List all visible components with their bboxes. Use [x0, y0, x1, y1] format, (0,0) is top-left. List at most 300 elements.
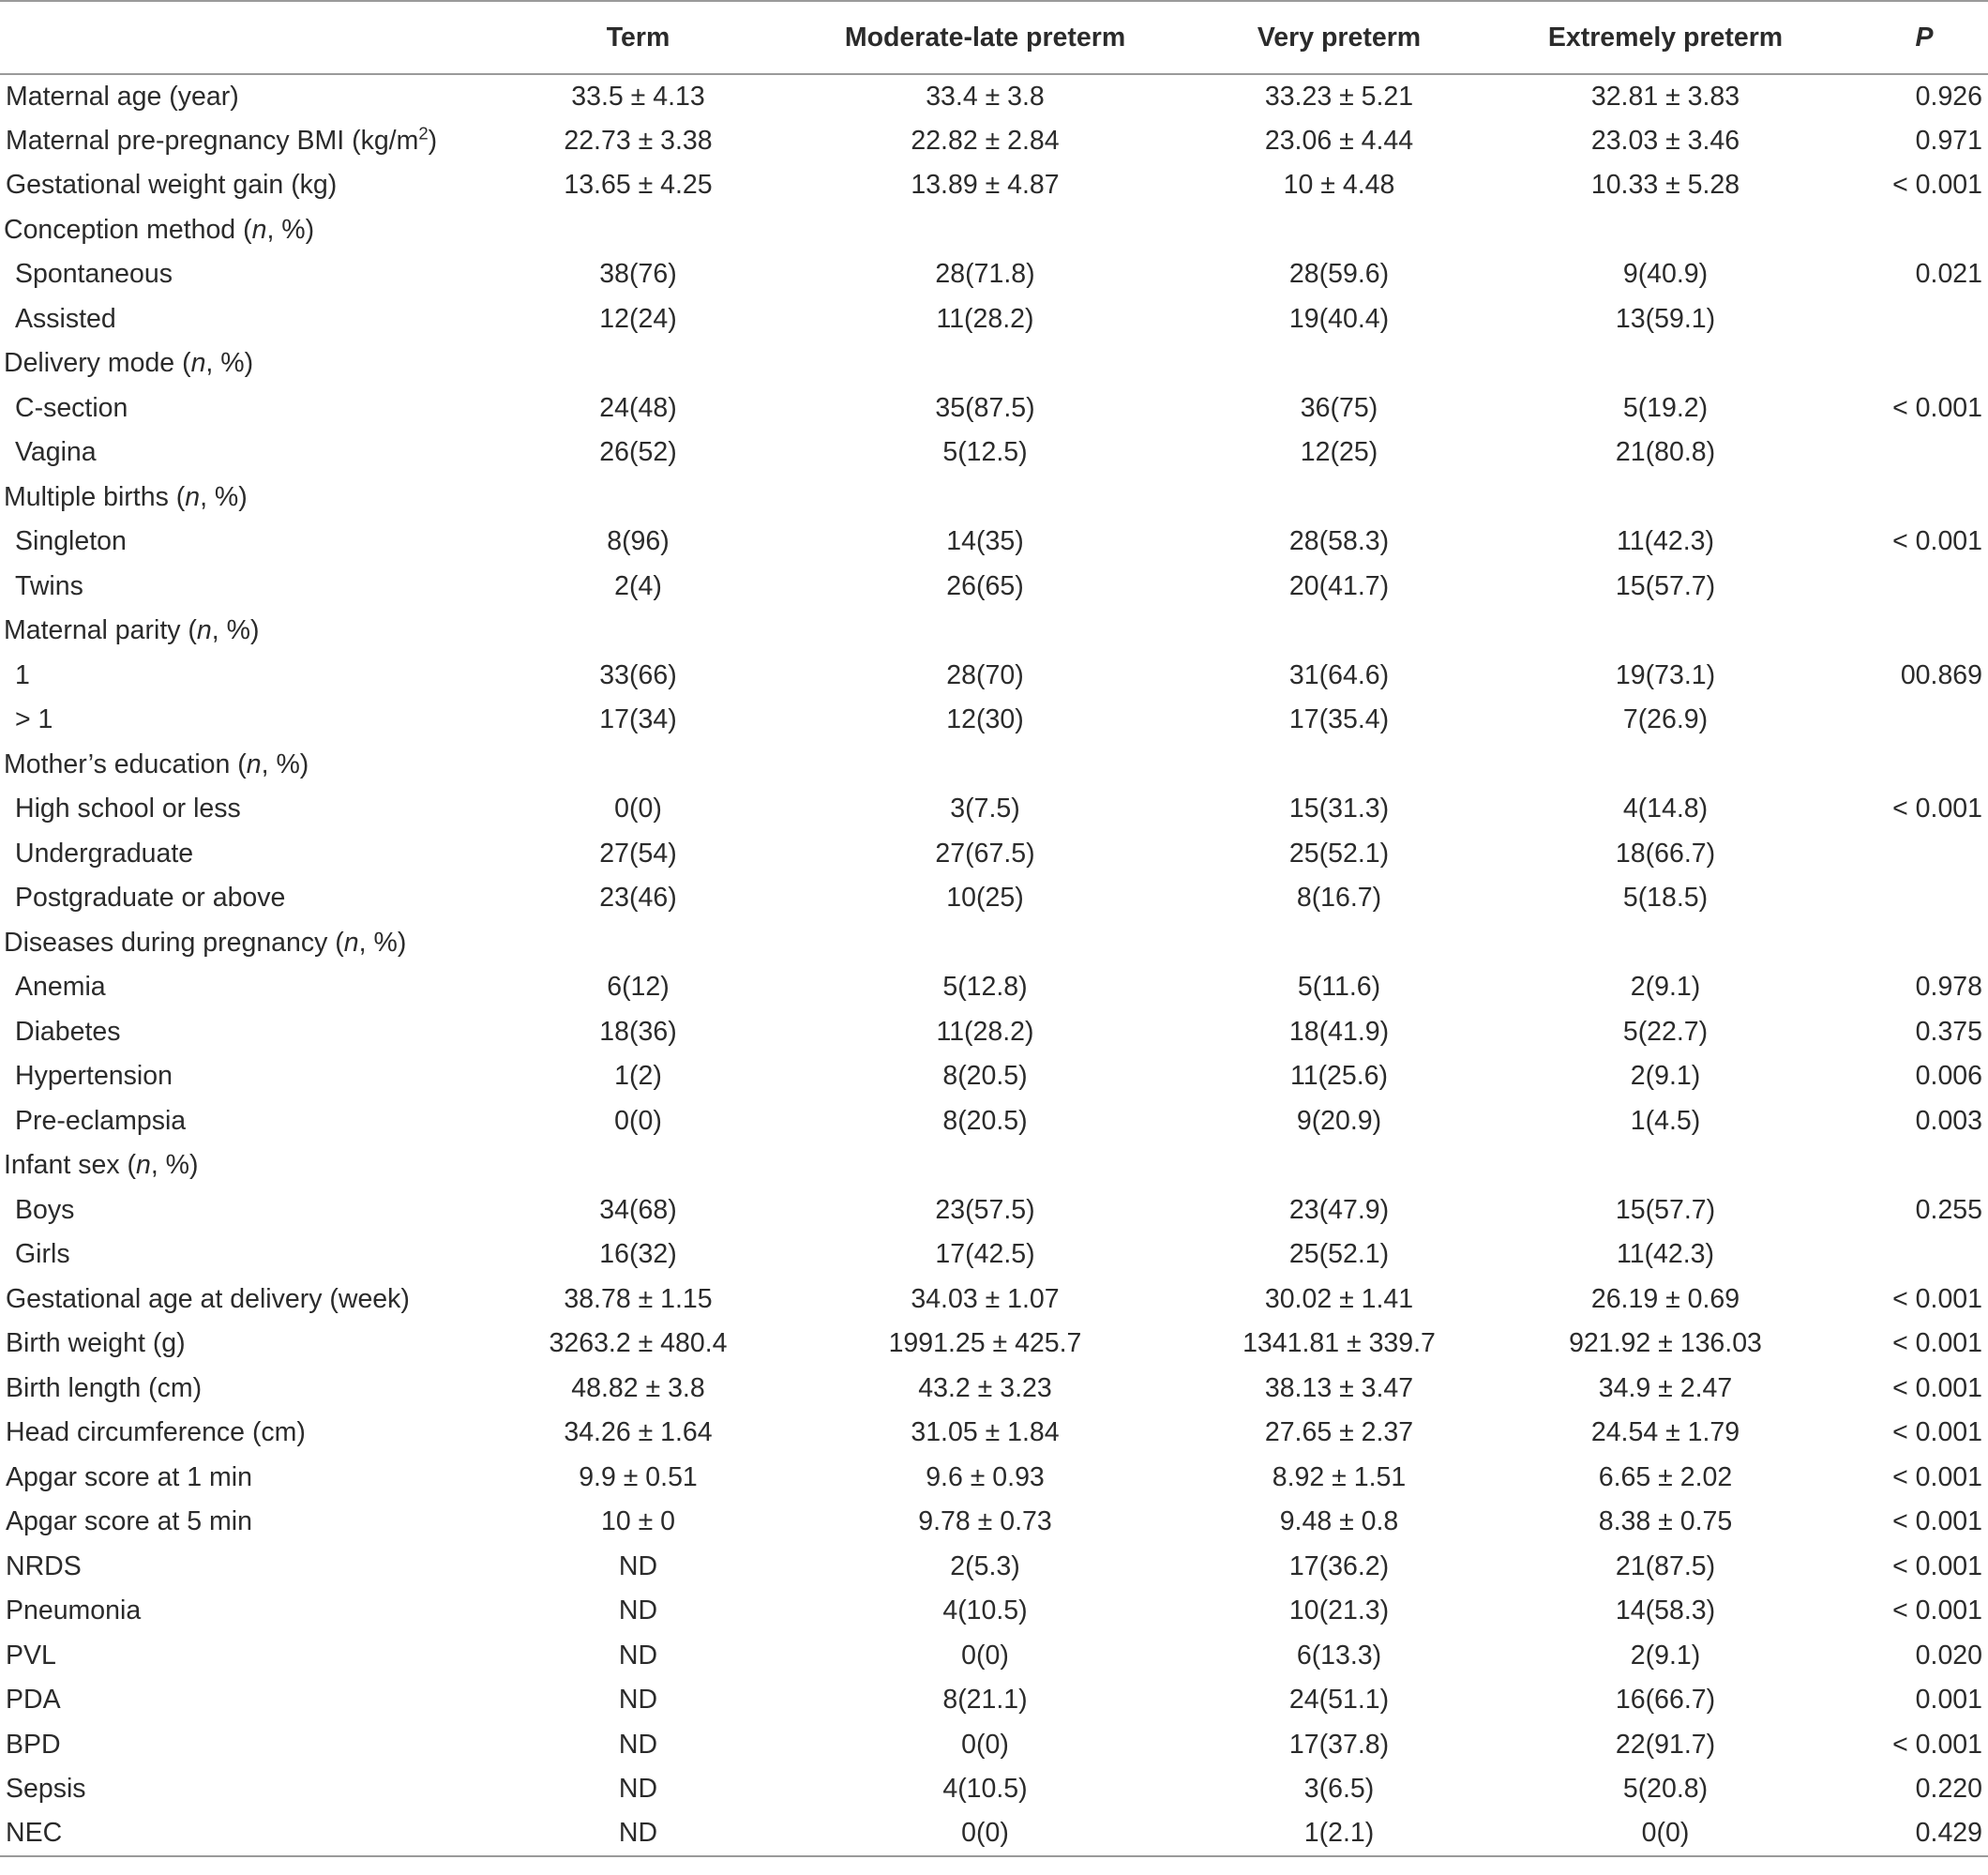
- cell-very-preterm: 30.02 ± 1.41: [1264, 1283, 1414, 1314]
- cell-very-preterm: 1(2.1): [1208, 1812, 1470, 1857]
- cell-term: ND: [618, 1640, 658, 1671]
- cell-very-preterm: [1208, 208, 1470, 253]
- row-label: [0, 341, 514, 386]
- cell-term: [514, 609, 762, 654]
- cell-p-value: [1860, 743, 1988, 788]
- cell-very-preterm: 27.65 ± 2.37: [1264, 1417, 1414, 1448]
- section-label-text: Diseases during pregnancy (: [4, 927, 344, 958]
- table-row: [0, 1010, 1988, 1055]
- cell-extremely-preterm: 24.54 ± 1.79: [1590, 1417, 1740, 1448]
- cell-extremely-preterm: 5(19.2): [1622, 392, 1709, 423]
- cell-extremely-preterm: [1470, 208, 1860, 253]
- cell-moderate-late-preterm: 10(25): [946, 883, 1024, 914]
- cell-very-preterm: 10(21.3): [1288, 1595, 1390, 1626]
- table-body: [0, 74, 1988, 1856]
- table-row: [0, 74, 1988, 119]
- cell-term: 38.78 ± 1.15: [564, 1283, 713, 1314]
- cell-very-preterm: 24(51.1): [1288, 1685, 1390, 1716]
- row-label: Head circumference (cm): [6, 1417, 306, 1448]
- section-row: [0, 1143, 1988, 1188]
- cell-p-value: [1860, 431, 1988, 476]
- cell-very-preterm: 10 ± 4.48: [1283, 170, 1395, 201]
- section-label-suffix: , %): [200, 481, 248, 512]
- cell-term: 24(48): [599, 392, 677, 423]
- cell-extremely-preterm: 0(0): [1470, 1812, 1860, 1857]
- row-label: Pre-eclampsia: [15, 1105, 187, 1136]
- table-row: [0, 1589, 1988, 1634]
- row-label: Anemia: [15, 972, 106, 1003]
- cell-term: 13.65 ± 4.25: [564, 170, 713, 201]
- row-label: BPD: [6, 1729, 61, 1760]
- table-row: [0, 1767, 1988, 1812]
- cell-extremely-preterm: 5(20.8): [1622, 1774, 1709, 1805]
- cell-very-preterm: 5(11.6): [1297, 972, 1381, 1003]
- cell-p-value: [1860, 1143, 1988, 1188]
- section-label-text: Delivery mode (: [4, 348, 191, 379]
- cell-very-preterm: 6(13.3): [1296, 1640, 1382, 1671]
- cell-very-preterm: 8(16.7): [1296, 883, 1382, 914]
- row-label: PVL: [6, 1640, 56, 1671]
- row-label: High school or less: [15, 794, 241, 824]
- row-label: Apgar score at 1 min: [6, 1461, 252, 1492]
- cell-moderate-late-preterm: 11(28.2): [936, 303, 1034, 334]
- cell-very-preterm: 8.92 ± 1.51: [1272, 1461, 1407, 1492]
- header-row: [0, 1, 1988, 74]
- row-label: Spontaneous: [15, 259, 173, 290]
- cell-p-value: [1860, 1232, 1988, 1278]
- cell-p-value: 0.926: [1915, 81, 1982, 112]
- cell-p-value: 0.255: [1915, 1194, 1982, 1225]
- row-label: [0, 609, 514, 654]
- section-label-suffix: , %): [205, 348, 254, 379]
- cell-extremely-preterm: 16(66.7): [1615, 1685, 1716, 1716]
- section-label-suffix: , %): [150, 1150, 199, 1181]
- row-label: Undergraduate: [15, 838, 194, 869]
- cell-moderate-late-preterm: [762, 921, 1208, 966]
- cell-term: 16(32): [599, 1239, 677, 1270]
- cell-p-value: [1860, 476, 1988, 521]
- cell-term: 0(0): [614, 794, 662, 824]
- cell-extremely-preterm: 32.81 ± 3.83: [1590, 81, 1740, 112]
- cell-extremely-preterm: 2(9.1): [1630, 972, 1701, 1003]
- cell-p-value: < 0.001: [1892, 1461, 1982, 1492]
- cell-term: 38(76): [599, 259, 677, 290]
- cell-very-preterm: 20(41.7): [1288, 570, 1390, 601]
- row-label: > 1: [15, 704, 53, 735]
- cell-p-value: 0.429: [1860, 1812, 1988, 1857]
- cell-very-preterm: 18(41.9): [1288, 1016, 1390, 1047]
- cell-p-value: < 0.001: [1892, 1550, 1982, 1581]
- section-label-text: Conception method (: [4, 214, 252, 245]
- table-row: [0, 565, 1988, 610]
- section-label-text: Mother’s education (: [4, 748, 247, 779]
- row-label: Boys: [15, 1194, 75, 1225]
- row-label: [0, 476, 514, 521]
- table-row: [0, 1367, 1988, 1412]
- cell-term: 27(54): [599, 838, 677, 869]
- cell-term: [514, 208, 762, 253]
- cell-moderate-late-preterm: 0(0): [762, 1812, 1208, 1857]
- table-row: [0, 832, 1988, 877]
- cell-moderate-late-preterm: 28(70): [946, 659, 1024, 690]
- table-row: [0, 1232, 1988, 1278]
- cell-extremely-preterm: 15(57.7): [1615, 570, 1716, 601]
- cell-term: 23(46): [599, 883, 677, 914]
- cell-term: [514, 743, 762, 788]
- cell-p-value: < 0.001: [1892, 1372, 1982, 1403]
- cell-moderate-late-preterm: 4(10.5): [942, 1774, 1028, 1805]
- cell-p-value: < 0.001: [1892, 392, 1982, 423]
- cell-moderate-late-preterm: 28(71.8): [935, 259, 1035, 290]
- header-very-preterm: Very preterm: [1208, 1, 1470, 74]
- cell-p-value: [1860, 876, 1988, 921]
- table-row: [0, 1054, 1988, 1099]
- cell-very-preterm: 1341.81 ± 339.7: [1242, 1328, 1436, 1359]
- cell-p-value: 0.978: [1915, 972, 1982, 1003]
- row-label: Gestational age at delivery (week): [6, 1283, 410, 1314]
- row-label: 1: [15, 659, 30, 690]
- cell-term: 17(34): [599, 704, 677, 735]
- cell-p-value: [1860, 297, 1988, 342]
- section-label-n: n: [343, 927, 359, 958]
- row-label: Birth weight (g): [6, 1328, 186, 1359]
- cell-very-preterm: 12(25): [1300, 437, 1378, 468]
- cell-very-preterm: [1208, 609, 1470, 654]
- section-label-n: n: [196, 615, 212, 646]
- row-label: Singleton: [15, 526, 127, 557]
- cell-p-value: < 0.001: [1892, 1595, 1982, 1626]
- table-row: [0, 1411, 1988, 1456]
- table-row: [0, 1099, 1988, 1144]
- cell-term: 18(36): [599, 1016, 677, 1047]
- cell-extremely-preterm: [1470, 476, 1860, 521]
- cell-p-value: [1860, 341, 1988, 386]
- cell-moderate-late-preterm: 8(21.1): [942, 1685, 1028, 1716]
- table-row: [0, 1500, 1988, 1545]
- cell-very-preterm: 17(35.4): [1288, 704, 1390, 735]
- section-row: [0, 609, 1988, 654]
- cell-moderate-late-preterm: 34.03 ± 1.07: [911, 1283, 1060, 1314]
- cell-term: 0(0): [614, 1105, 662, 1136]
- cell-p-value: [1860, 208, 1988, 253]
- section-label-suffix: , %): [266, 214, 315, 245]
- cell-very-preterm: [1208, 743, 1470, 788]
- section-row: [0, 743, 1988, 788]
- cell-moderate-late-preterm: 31.05 ± 1.84: [911, 1417, 1060, 1448]
- cell-p-value: < 0.001: [1892, 794, 1982, 824]
- cell-moderate-late-preterm: 3(7.5): [950, 794, 1020, 824]
- cell-p-value: < 0.001: [1892, 1328, 1982, 1359]
- row-label: Hypertension: [15, 1061, 173, 1092]
- cell-very-preterm: 9(20.9): [1296, 1105, 1382, 1136]
- cell-p-value: < 0.001: [1892, 1729, 1982, 1760]
- cell-moderate-late-preterm: [762, 476, 1208, 521]
- row-label: PDA: [6, 1685, 61, 1716]
- cell-term: 34(68): [599, 1194, 677, 1225]
- cell-extremely-preterm: 5(18.5): [1622, 883, 1709, 914]
- cell-p-value: 00.869: [1900, 659, 1982, 690]
- section-label-n: n: [190, 348, 206, 379]
- cell-very-preterm: 25(52.1): [1288, 1239, 1390, 1270]
- row-label: [0, 1143, 514, 1188]
- section-label-text: Infant sex (: [4, 1150, 136, 1181]
- table-row: [0, 1723, 1988, 1768]
- cell-extremely-preterm: [1470, 341, 1860, 386]
- cell-term: 12(24): [599, 303, 677, 334]
- cell-moderate-late-preterm: 0(0): [961, 1640, 1009, 1671]
- cell-extremely-preterm: 18(66.7): [1615, 838, 1716, 869]
- cell-term: 34.26 ± 1.64: [564, 1417, 713, 1448]
- section-row: [0, 208, 1988, 253]
- row-label: Girls: [15, 1239, 70, 1270]
- cell-term: 10 ± 0: [600, 1506, 676, 1537]
- table-row: [0, 787, 1988, 832]
- row-label: [0, 921, 514, 966]
- cell-extremely-preterm: 6.65 ± 2.02: [1598, 1461, 1733, 1492]
- table-row: [0, 119, 1988, 164]
- table-row: [0, 520, 1988, 565]
- cell-term: ND: [618, 1729, 658, 1760]
- cell-very-preterm: 31(64.6): [1288, 659, 1390, 690]
- cell-very-preterm: 36(75): [1300, 392, 1378, 423]
- cell-extremely-preterm: 10.33 ± 5.28: [1590, 170, 1740, 201]
- cell-term: 22.73 ± 3.38: [564, 125, 713, 156]
- cell-p-value: 0.971: [1915, 125, 1982, 156]
- header-p-value: P: [1860, 1, 1988, 74]
- cell-extremely-preterm: 5(22.7): [1622, 1016, 1709, 1047]
- cell-extremely-preterm: 34.9 ± 2.47: [1598, 1372, 1733, 1403]
- cell-moderate-late-preterm: 22.82 ± 2.84: [911, 125, 1060, 156]
- cell-term: 33(66): [599, 659, 677, 690]
- section-label-n: n: [246, 748, 262, 779]
- cell-term: 2(4): [614, 570, 662, 601]
- cell-p-value: < 0.001: [1892, 170, 1982, 201]
- row-label-suffix: ): [428, 125, 438, 156]
- section-label-suffix: , %): [261, 748, 309, 779]
- cell-extremely-preterm: 15(57.7): [1615, 1194, 1716, 1225]
- cell-term: [514, 1143, 762, 1188]
- cell-extremely-preterm: 26.19 ± 0.69: [1590, 1283, 1740, 1314]
- row-label: Maternal age (year): [6, 81, 239, 112]
- cell-very-preterm: 25(52.1): [1288, 838, 1390, 869]
- cell-moderate-late-preterm: 2(5.3): [950, 1550, 1020, 1581]
- cell-moderate-late-preterm: 8(20.5): [942, 1105, 1028, 1136]
- row-label: Sepsis: [6, 1774, 86, 1805]
- table-row: [0, 1278, 1988, 1323]
- section-row: [0, 921, 1988, 966]
- cell-extremely-preterm: 22(91.7): [1615, 1729, 1716, 1760]
- table-row: [0, 876, 1988, 921]
- cell-very-preterm: 3(6.5): [1303, 1774, 1375, 1805]
- cell-moderate-late-preterm: 5(12.8): [942, 972, 1028, 1003]
- table-row: [0, 965, 1988, 1010]
- cell-moderate-late-preterm: 5(12.5): [942, 437, 1028, 468]
- cell-p-value: [1860, 921, 1988, 966]
- cell-very-preterm: 17(37.8): [1288, 1729, 1390, 1760]
- cell-term: ND: [618, 1774, 658, 1805]
- cell-extremely-preterm: 2(9.1): [1630, 1061, 1701, 1092]
- row-label: Pneumonia: [6, 1595, 142, 1626]
- cell-extremely-preterm: 13(59.1): [1615, 303, 1716, 334]
- cell-moderate-late-preterm: [762, 1143, 1208, 1188]
- row-label: Apgar score at 5 min: [6, 1506, 252, 1537]
- cell-extremely-preterm: 14(58.3): [1615, 1595, 1716, 1626]
- cell-extremely-preterm: 9(40.9): [1622, 259, 1709, 290]
- cell-extremely-preterm: 23.03 ± 3.46: [1590, 125, 1740, 156]
- row-label: Postgraduate or above: [15, 883, 286, 914]
- table-row: [0, 654, 1988, 699]
- cell-extremely-preterm: 4(14.8): [1622, 794, 1709, 824]
- row-label: Birth length (cm): [6, 1372, 203, 1403]
- cell-extremely-preterm: 2(9.1): [1630, 1640, 1701, 1671]
- row-label: Diabetes: [15, 1016, 121, 1047]
- cell-very-preterm: 23.06 ± 4.44: [1264, 125, 1414, 156]
- cell-extremely-preterm: 8.38 ± 0.75: [1598, 1506, 1733, 1537]
- cell-moderate-late-preterm: 27(67.5): [935, 838, 1035, 869]
- cell-very-preterm: 28(58.3): [1288, 526, 1390, 557]
- cell-p-value: < 0.001: [1892, 1506, 1982, 1537]
- cell-p-value: [1860, 565, 1988, 610]
- cell-moderate-late-preterm: 9.78 ± 0.73: [918, 1506, 1052, 1537]
- cell-very-preterm: 17(36.2): [1288, 1550, 1390, 1581]
- cell-extremely-preterm: 11(42.3): [1616, 526, 1715, 557]
- cell-p-value: [1860, 698, 1988, 743]
- cell-term: ND: [618, 1595, 658, 1626]
- section-label-n: n: [135, 1150, 151, 1181]
- cell-very-preterm: 38.13 ± 3.47: [1264, 1372, 1414, 1403]
- cell-extremely-preterm: 921.92 ± 136.03: [1569, 1328, 1762, 1359]
- cell-moderate-late-preterm: [762, 208, 1208, 253]
- cell-p-value: < 0.001: [1892, 1283, 1982, 1314]
- cell-moderate-late-preterm: 4(10.5): [942, 1595, 1028, 1626]
- cell-moderate-late-preterm: 23(57.5): [935, 1194, 1035, 1225]
- table-row: [0, 252, 1988, 297]
- section-row: [0, 476, 1988, 521]
- cell-moderate-late-preterm: 17(42.5): [935, 1239, 1035, 1270]
- cell-term: 3263.2 ± 480.4: [549, 1328, 728, 1359]
- cell-p-value: [1860, 832, 1988, 877]
- row-label-superscript: 2: [418, 123, 429, 144]
- table-row: [0, 297, 1988, 342]
- cell-moderate-late-preterm: [762, 341, 1208, 386]
- section-label-n: n: [185, 481, 201, 512]
- cell-very-preterm: 11(25.6): [1289, 1061, 1389, 1092]
- cell-term: [514, 921, 762, 966]
- cell-term: [514, 341, 762, 386]
- cell-extremely-preterm: [1470, 921, 1860, 966]
- row-label: C-section: [15, 392, 128, 423]
- cell-p-value: 0.220: [1915, 1774, 1982, 1805]
- row-label: [0, 743, 514, 788]
- section-row: [0, 341, 1988, 386]
- table-row: [0, 1812, 1988, 1857]
- cell-p-value: 0.006: [1915, 1061, 1982, 1092]
- table-row: [0, 698, 1988, 743]
- cell-term: 48.82 ± 3.8: [571, 1372, 705, 1403]
- cell-extremely-preterm: 21(87.5): [1615, 1550, 1716, 1581]
- section-label-n: n: [251, 214, 267, 245]
- cell-p-value: 0.375: [1915, 1016, 1982, 1047]
- cell-term: ND: [514, 1812, 762, 1857]
- cell-very-preterm: 15(31.3): [1288, 794, 1390, 824]
- table-row: [0, 386, 1988, 431]
- section-label-suffix: , %): [358, 927, 407, 958]
- row-label-text: Maternal pre-pregnancy BMI (kg/m: [6, 125, 419, 156]
- cell-term: [514, 476, 762, 521]
- table-row: [0, 431, 1988, 476]
- cell-moderate-late-preterm: [762, 743, 1208, 788]
- cell-term: 8(96): [607, 526, 670, 557]
- row-label: Vagina: [15, 437, 97, 468]
- cell-term: ND: [618, 1550, 658, 1581]
- table-row: [0, 1545, 1988, 1590]
- cell-term: 6(12): [607, 972, 670, 1003]
- row-label: [0, 119, 514, 164]
- cell-p-value: < 0.001: [1892, 526, 1982, 557]
- cell-extremely-preterm: 7(26.9): [1622, 704, 1709, 735]
- cell-moderate-late-preterm: 35(87.5): [935, 392, 1035, 423]
- cell-extremely-preterm: [1470, 1143, 1860, 1188]
- cell-p-value: 0.020: [1915, 1640, 1982, 1671]
- cell-term: 26(52): [599, 437, 677, 468]
- cell-very-preterm: [1208, 1143, 1470, 1188]
- cell-moderate-late-preterm: 11(28.2): [936, 1016, 1034, 1047]
- row-label: Gestational weight gain (kg): [6, 170, 338, 201]
- cell-very-preterm: 33.23 ± 5.21: [1264, 81, 1414, 112]
- cell-p-value: < 0.001: [1892, 1417, 1982, 1448]
- cell-moderate-late-preterm: 8(20.5): [942, 1061, 1028, 1092]
- header-extremely-preterm: Extremely preterm: [1470, 1, 1860, 74]
- cell-moderate-late-preterm: 33.4 ± 3.8: [926, 81, 1045, 112]
- cell-moderate-late-preterm: 13.89 ± 4.87: [911, 170, 1060, 201]
- cell-very-preterm: 9.48 ± 0.8: [1279, 1506, 1399, 1537]
- cell-moderate-late-preterm: 9.6 ± 0.93: [926, 1461, 1045, 1492]
- cell-p-value: [1860, 609, 1988, 654]
- cell-very-preterm: 19(40.4): [1288, 303, 1390, 334]
- cell-very-preterm: [1208, 341, 1470, 386]
- cell-term: ND: [618, 1685, 658, 1716]
- table-row: [0, 1456, 1988, 1501]
- header-term: Term: [514, 1, 762, 74]
- cell-moderate-late-preterm: 0(0): [961, 1729, 1009, 1760]
- table-row: [0, 1678, 1988, 1723]
- cell-term: 9.9 ± 0.51: [579, 1461, 698, 1492]
- cell-moderate-late-preterm: 43.2 ± 3.23: [918, 1372, 1052, 1403]
- cell-moderate-late-preterm: 26(65): [946, 570, 1024, 601]
- cell-moderate-late-preterm: 1991.25 ± 425.7: [888, 1328, 1082, 1359]
- header-variable: [0, 1, 514, 74]
- table-header: [0, 1, 1988, 74]
- cell-moderate-late-preterm: 14(35): [946, 526, 1024, 557]
- cell-very-preterm: [1208, 476, 1470, 521]
- cell-extremely-preterm: 21(80.8): [1615, 437, 1716, 468]
- row-label: Twins: [15, 570, 83, 601]
- cell-p-value: 0.001: [1915, 1685, 1982, 1716]
- table-row: [0, 1188, 1988, 1233]
- cell-extremely-preterm: 11(42.3): [1616, 1239, 1715, 1270]
- cell-very-preterm: [1208, 921, 1470, 966]
- cell-extremely-preterm: [1470, 609, 1860, 654]
- row-label: NRDS: [6, 1550, 82, 1581]
- cell-very-preterm: 28(59.6): [1288, 259, 1390, 290]
- cell-moderate-late-preterm: 12(30): [946, 704, 1024, 735]
- table-row: [0, 1634, 1988, 1679]
- cell-p-value: 0.003: [1915, 1105, 1982, 1136]
- section-label-text: Multiple births (: [4, 481, 186, 512]
- cell-moderate-late-preterm: [762, 609, 1208, 654]
- row-label: [0, 208, 514, 253]
- cell-term: 33.5 ± 4.13: [571, 81, 705, 112]
